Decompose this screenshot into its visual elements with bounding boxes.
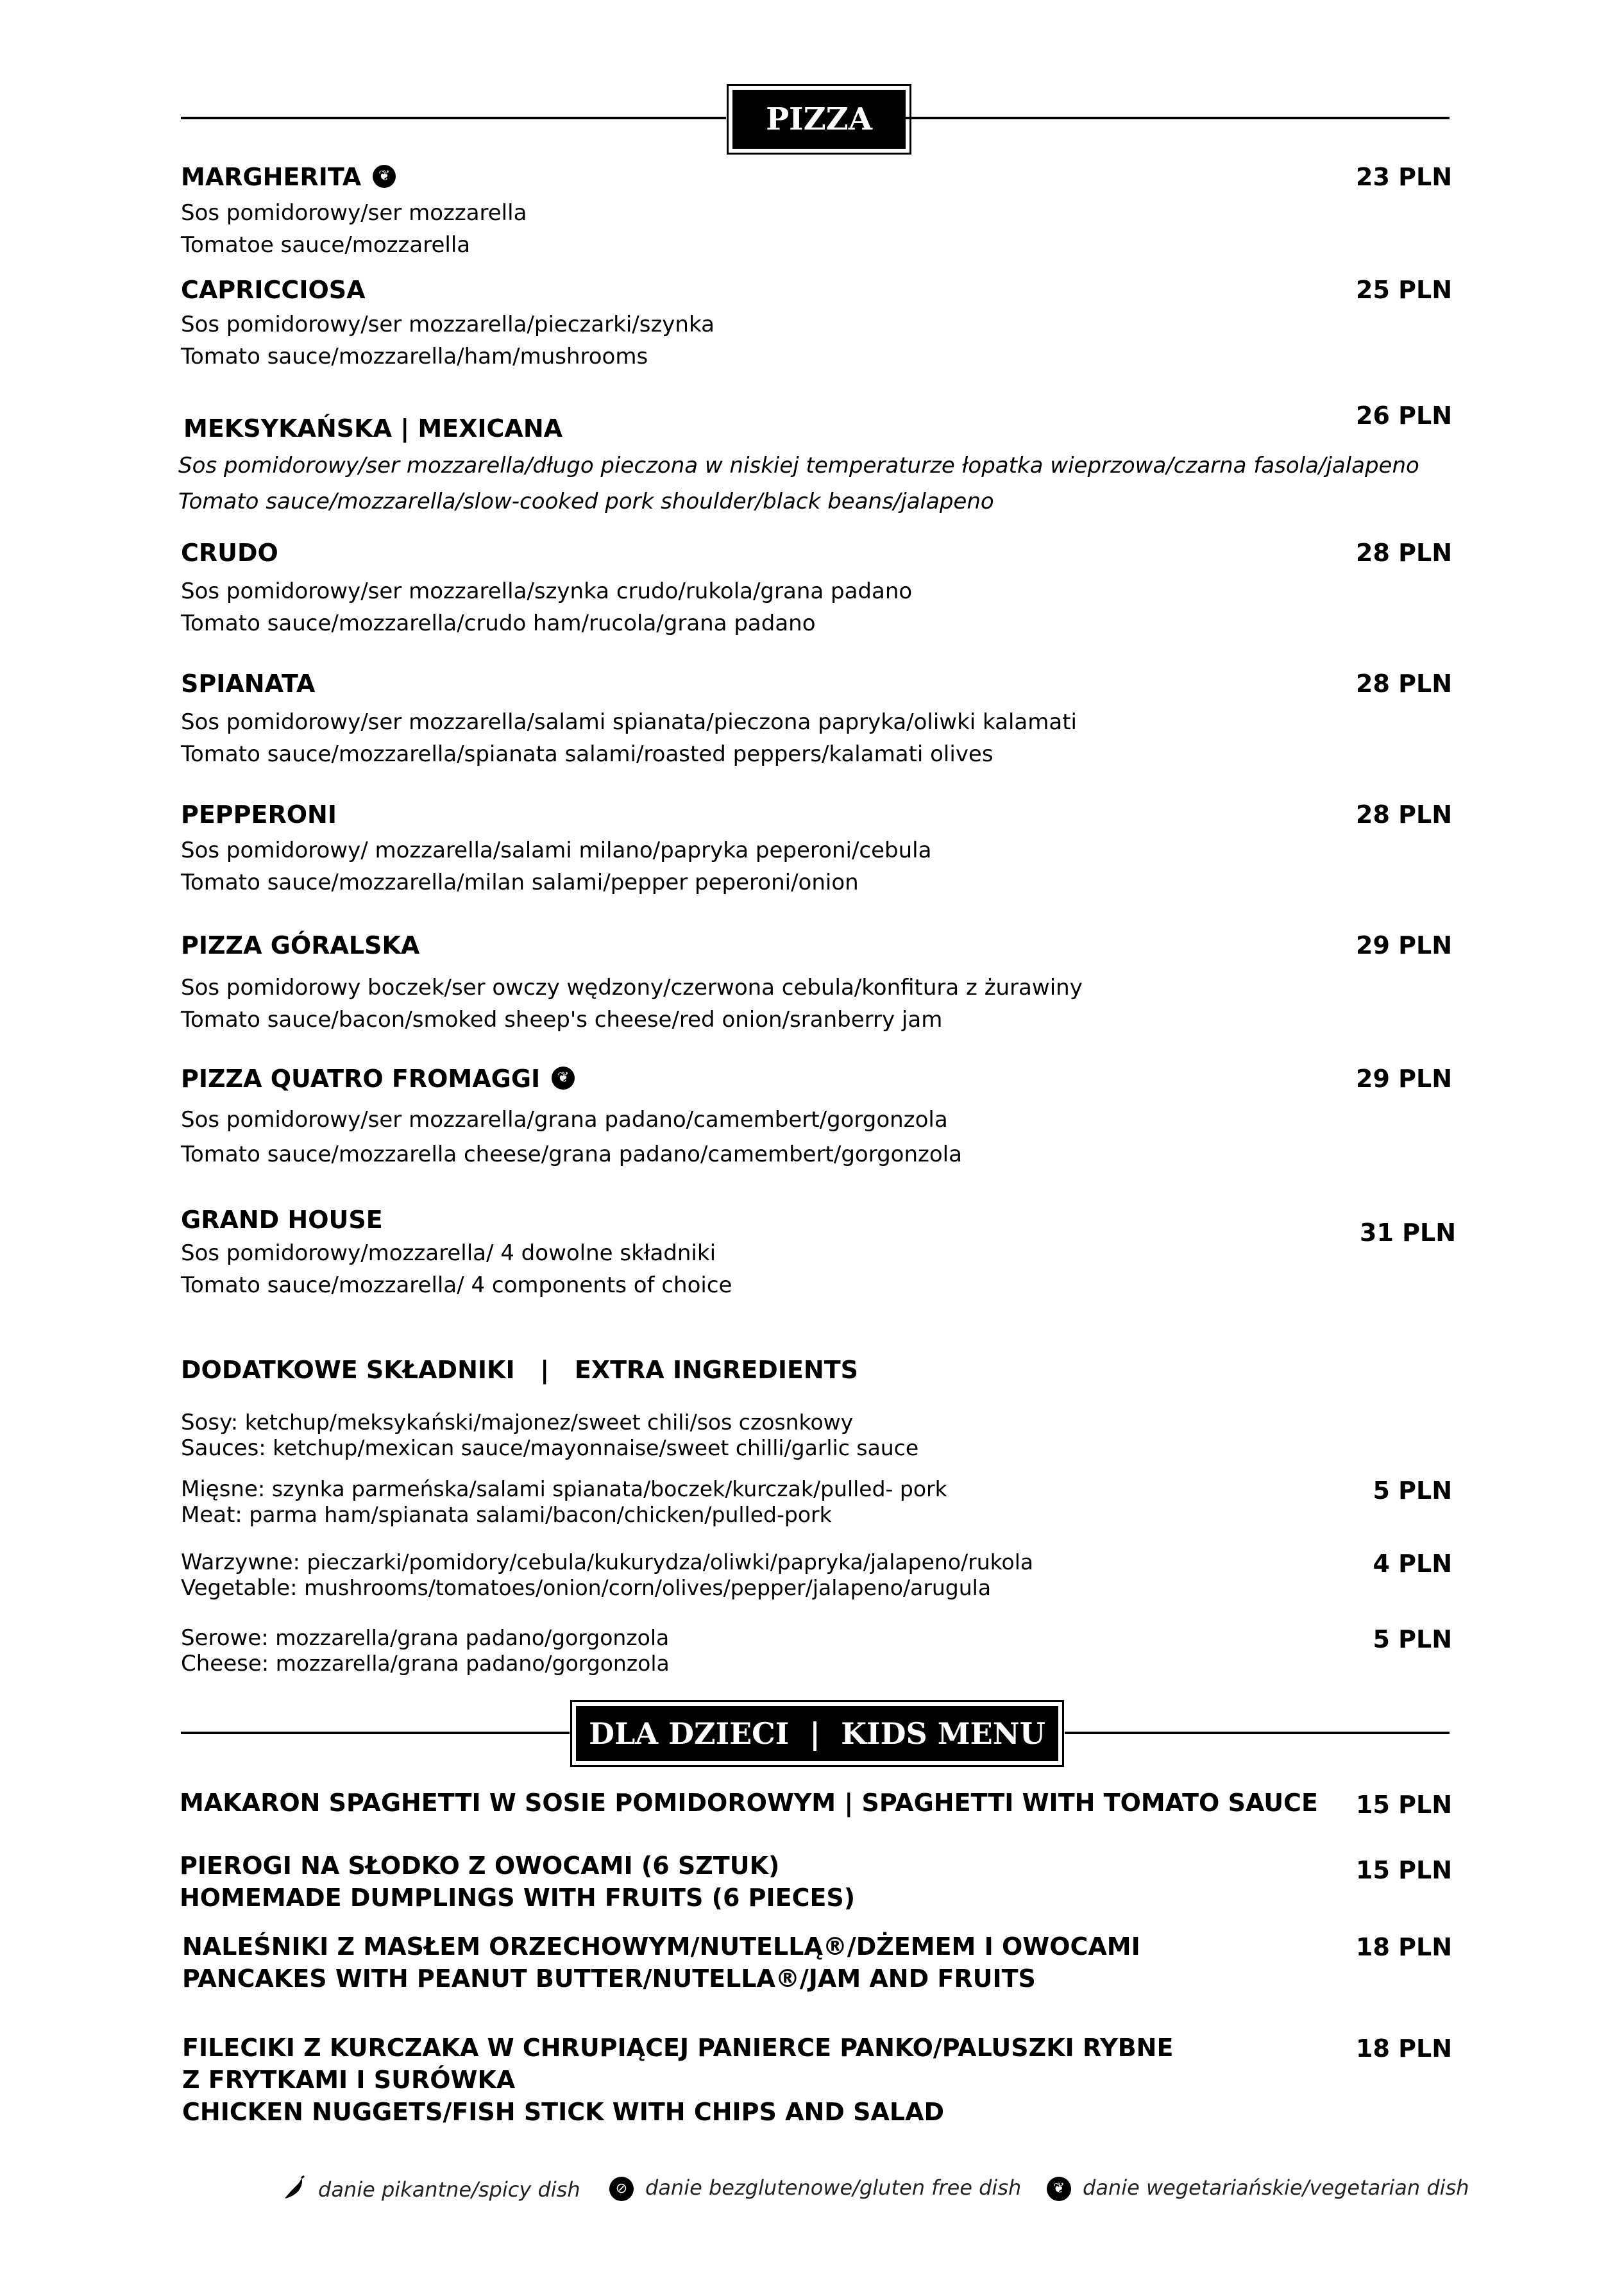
pizza-name: PEPPERONI <box>181 800 337 829</box>
pizza-price: 28 PLN <box>1356 539 1452 567</box>
legend-item: danie pikantne/spicy dish <box>282 2175 580 2206</box>
pizza-name: PIZZA GÓRALSKA <box>181 931 420 959</box>
kids-item: PIEROGI NA SŁODKO Z OWOCAMI (6 SZTUK) HOMEMADE DUMPLINGS WITH FRUITS (6 PIECES) <box>180 1852 856 1912</box>
pizza-section-title: PIZZA <box>732 90 906 149</box>
pizza-desc-en: Tomato sauce/mozzarella/ 4 components of choice <box>181 1272 732 1298</box>
pizza-desc-pl: Sos pomidorowy/ser mozzarella/długo pieczona w niskiej temperaturze łopatka wieprzowa/czarna fasola/jalapeno <box>178 453 1419 478</box>
extras-heading: DODATKOWE SKŁADNIKI | EXTRA INGREDIENTS <box>181 1356 859 1384</box>
pizza-name: CRUDO <box>181 539 278 567</box>
pizza-desc-pl: Sos pomidorowy boczek/ser owczy wędzony/czerwona cebula/konfitura z żurawiny <box>181 975 1083 1000</box>
chili-pepper-icon <box>282 2175 307 2206</box>
kids-section-title: DLA DZIECI | KIDS MENU <box>576 1706 1058 1761</box>
vegetarian-icon: ❦ <box>552 1067 575 1090</box>
pizza-price: 23 PLN <box>1356 163 1452 191</box>
pizza-name: SPIANATA <box>181 670 316 698</box>
extras-group-pl: Warzywne: pieczarki/pomidory/cebula/kukurydza/oliwki/papryka/jalapeno/rukola <box>181 1549 1034 1575</box>
pizza-price: 25 PLN <box>1356 276 1452 304</box>
pizza-desc-pl: Sos pomidorowy/mozzarella/ 4 dowolne składniki <box>181 1240 716 1266</box>
kids-price: 15 PLN <box>1356 1791 1452 1819</box>
extras-group-en: Sauces: ketchup/mexican sauce/mayonnaise/sweet chilli/garlic sauce <box>181 1435 919 1461</box>
pizza-price: 31 PLN <box>1360 1219 1456 1247</box>
pizza-desc-en: Tomato sauce/mozzarella/spianata salami/roasted peppers/kalamati olives <box>181 741 994 767</box>
pizza-rule-right <box>906 117 1450 119</box>
gluten-free-icon: ⊘ <box>609 2177 634 2201</box>
kids-item: FILECIKI Z KURCZAKA W CHRUPIĄCEJ PANIERCE PANKO/PALUSZKI RYBNE Z FRYTKAMI I SURÓWKA CHICKEN NUGGETS/FISH STICK WITH CHIPS AND SALAD <box>182 2034 1174 2126</box>
kids-price: 15 PLN <box>1356 1856 1452 1884</box>
pizza-desc-en: Tomato sauce/mozzarella/crudo ham/rucola/grana padano <box>181 611 816 636</box>
pizza-desc-en: Tomatoe sauce/mozzarella <box>181 232 471 258</box>
extras-group-en: Vegetable: mushrooms/tomatoes/onion/corn/olives/pepper/jalapeno/arugula <box>181 1575 992 1601</box>
extras-price: 4 PLN <box>1373 1549 1452 1578</box>
pizza-desc-en: Tomato sauce/mozzarella/slow-cooked pork shoulder/black beans/jalapeno <box>178 489 994 514</box>
pizza-desc-en: Tomato sauce/bacon/smoked sheep's cheese/red onion/sranberry jam <box>181 1007 943 1033</box>
extras-price: 5 PLN <box>1373 1476 1452 1505</box>
pizza-price: 29 PLN <box>1356 931 1452 959</box>
kids-item: NALEŚNIKI Z MASŁEM ORZECHOWYM/NUTELLĄ®/DŻEMEM I OWOCAMI PANCAKES WITH PEANUT BUTTER/NUTELLA®/JAM AND FRUITS <box>182 1932 1140 1993</box>
pizza-price: 26 PLN <box>1356 401 1452 430</box>
pizza-name: PIZZA QUATRO FROMAGGI ❦ <box>181 1065 575 1093</box>
pizza-price: 28 PLN <box>1356 670 1452 698</box>
pizza-name: CAPRICCIOSA <box>181 276 366 304</box>
pizza-desc-pl: Sos pomidorowy/ser mozzarella/pieczarki/szynka <box>181 312 714 337</box>
kids-rule-left <box>181 1732 570 1734</box>
legend-item: ⊘ danie bezglutenowe/gluten free dish <box>609 2175 1021 2201</box>
pizza-name: MEKSYKAŃSKA | MEXICANA <box>183 414 563 443</box>
kids-price: 18 PLN <box>1356 1933 1452 1961</box>
pizza-desc-pl: Sos pomidorowy/ser mozzarella/salami spianata/pieczona papryka/oliwki kalamati <box>181 709 1077 735</box>
pizza-name: MARGHERITA ❦ <box>181 163 396 191</box>
pizza-rule-left <box>181 117 726 119</box>
kids-item: MAKARON SPAGHETTI W SOSIE POMIDOROWYM | SPAGHETTI WITH TOMATO SAUCE <box>180 1789 1318 1817</box>
pizza-desc-pl: Sos pomidorowy/ mozzarella/salami milano/papryka peperoni/cebula <box>181 838 932 863</box>
extras-group-en: Cheese: mozzarella/grana padano/gorgonzola <box>181 1651 670 1676</box>
pizza-price: 28 PLN <box>1356 800 1452 829</box>
kids-price: 18 PLN <box>1356 2034 1452 2063</box>
pizza-price: 29 PLN <box>1356 1065 1452 1093</box>
extras-group-pl: Serowe: mozzarella/grana padano/gorgonzola <box>181 1625 670 1651</box>
pizza-desc-pl: Sos pomidorowy/ser mozzarella/szynka crudo/rukola/grana padano <box>181 578 913 604</box>
pizza-name: GRAND HOUSE <box>181 1206 383 1234</box>
extras-price: 5 PLN <box>1373 1625 1452 1653</box>
pizza-desc-en: Tomato sauce/mozzarella/ham/mushrooms <box>181 344 648 369</box>
extras-group-pl: Sosy: ketchup/meksykański/majonez/sweet chili/sos czosnkowy <box>181 1410 854 1435</box>
pizza-desc-en: Tomato sauce/mozzarella cheese/grana padano/camembert/gorgonzola <box>181 1142 962 1167</box>
kids-rule-right <box>1065 1732 1450 1734</box>
vegetarian-icon: ❦ <box>1047 2177 1071 2201</box>
pizza-desc-pl: Sos pomidorowy/ser mozzarella <box>181 200 527 226</box>
vegetarian-icon: ❦ <box>373 165 396 188</box>
extras-group-pl: Mięsne: szynka parmeńska/salami spianata/boczek/kurczak/pulled- pork <box>181 1476 947 1502</box>
pizza-desc-pl: Sos pomidorowy/ser mozzarella/grana padano/camembert/gorgonzola <box>181 1107 948 1133</box>
legend-item: ❦ danie wegetariańskie/vegetarian dish <box>1047 2175 1469 2201</box>
pizza-desc-en: Tomato sauce/mozzarella/milan salami/pepper peperoni/onion <box>181 870 859 895</box>
extras-group-en: Meat: parma ham/spianata salami/bacon/chicken/pulled-pork <box>181 1502 832 1528</box>
